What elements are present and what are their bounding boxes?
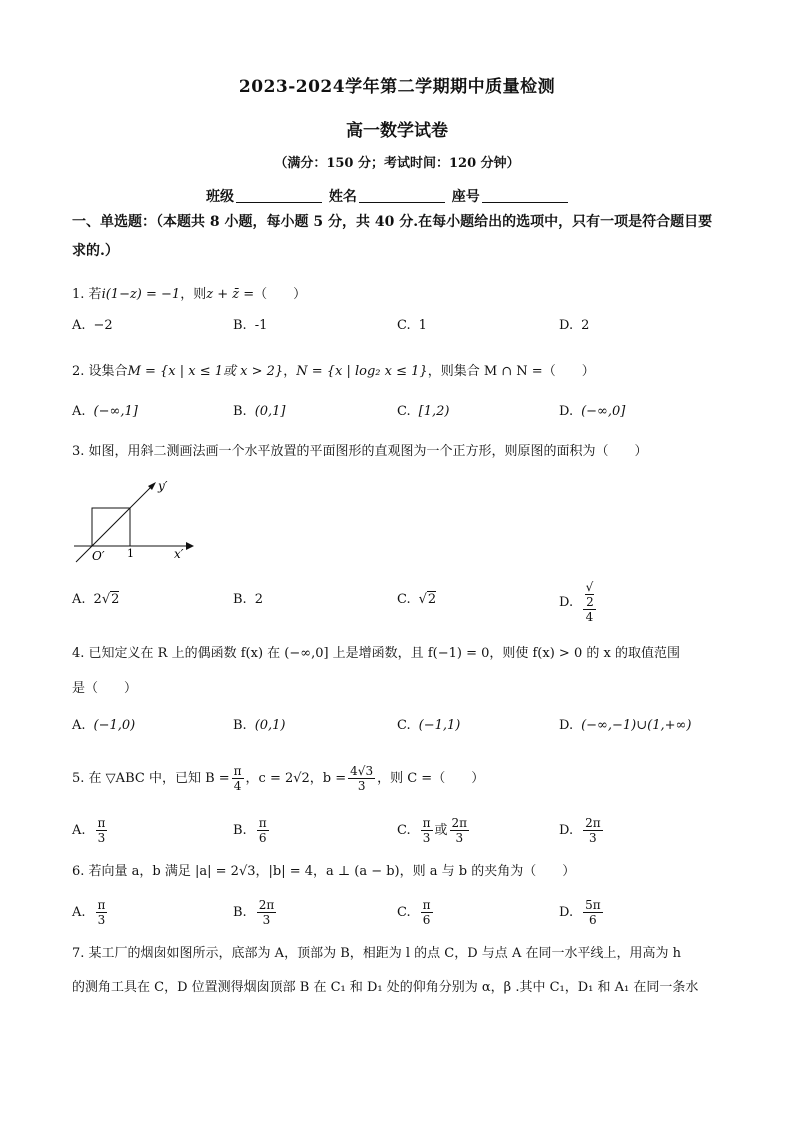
question-1 bbox=[72, 283, 722, 307]
q5-b-fraction: $\frac{\pi}{4}$ bbox=[233, 764, 242, 793]
q2-number: 2. bbox=[72, 364, 85, 379]
question-7-line2: 的测角工具在 C，D 位置测得烟囱顶部 B 在 C₁ 和 D₁ 处的仰角分别为 α，β .其中 C₁，D₁ 和 A₁ 在同一条水 bbox=[72, 980, 699, 995]
q1-expr: i(1−z) = −1 bbox=[101, 287, 181, 302]
q4-option-d[interactable]: D. (−∞,−1)∪(1,+∞) bbox=[559, 718, 692, 733]
q5-option-a[interactable]: A. $\frac{\pi}{3}$ bbox=[72, 816, 106, 845]
q2-option-d[interactable]: D. (−∞,0] bbox=[559, 404, 626, 419]
q1-post: （ ） bbox=[254, 287, 307, 302]
q6-option-d[interactable]: D. $\frac{5\pi}{6}$ bbox=[559, 898, 601, 927]
name-label: 姓名 bbox=[328, 189, 357, 205]
q1-number: 1. bbox=[72, 287, 85, 302]
question-4-line2: 是（ ） bbox=[72, 681, 138, 696]
name-blank[interactable] bbox=[359, 202, 445, 203]
q1-option-b[interactable]: B. -1 bbox=[233, 318, 268, 333]
x-axis-arrow-icon bbox=[186, 542, 194, 550]
q3-option-a[interactable]: A. 2√2 bbox=[72, 592, 120, 607]
q3-number: 3. bbox=[72, 444, 85, 459]
q3-option-d[interactable]: D. √ 2 4 bbox=[559, 580, 594, 624]
question-7-line1 bbox=[72, 942, 722, 966]
exam-title: 2023-2024学年第二学期期中质量检测 bbox=[238, 77, 556, 97]
q5-bv-fraction: $\frac{4√3}{3}$ bbox=[350, 764, 374, 793]
q1-pre: 若 bbox=[88, 287, 102, 302]
class-label: 班级 bbox=[206, 189, 234, 205]
question-2 bbox=[72, 360, 722, 384]
q3-option-c[interactable]: C. √2 bbox=[397, 592, 437, 607]
seat-blank[interactable] bbox=[482, 202, 568, 203]
q2-option-b[interactable]: B. (0,1] bbox=[233, 404, 286, 419]
q1-option-a[interactable]: A. −2 bbox=[72, 318, 113, 333]
q5-option-c[interactable]: C. $\frac{\pi}{3}$ 或 $\frac{2\pi}{3}$ bbox=[397, 816, 468, 845]
q2-pre: 设集合 bbox=[88, 364, 128, 379]
class-blank[interactable] bbox=[236, 202, 322, 203]
q6-option-c[interactable]: C. $\frac{\pi}{6}$ bbox=[397, 898, 431, 927]
q2-option-c[interactable]: C. [1,2) bbox=[397, 404, 450, 419]
seat-label: 座号 bbox=[451, 189, 480, 205]
q5-option-d[interactable]: D. $\frac{2\pi}{3}$ bbox=[559, 816, 601, 845]
q2-post: ，则集合 M ∩ N =（ ） bbox=[427, 364, 595, 379]
q3-option-b[interactable]: B. 2 bbox=[233, 592, 263, 607]
origin-label: O′ bbox=[92, 549, 105, 563]
q6-option-a[interactable]: A. $\frac{\pi}{3}$ bbox=[72, 898, 106, 927]
exam-note: （满分：150 分；考试时间：120 分钟） bbox=[274, 156, 520, 171]
q4-option-c[interactable]: C. (−1,1) bbox=[397, 718, 461, 733]
q6-option-b[interactable]: B. $\frac{2\pi}{3}$ bbox=[233, 898, 275, 927]
tick-one-label: 1 bbox=[127, 547, 134, 560]
q5-option-b[interactable]: B. $\frac{\pi}{6}$ bbox=[233, 816, 267, 845]
q4-option-a[interactable]: A. (−1,0) bbox=[72, 718, 136, 733]
q6-text: 若向量 a，b 满足 |a| = 2√3，|b| = 4，a ⊥ (a − b)，则 a 与 b 的夹角为（ ） bbox=[88, 864, 576, 879]
q2-sep: ， bbox=[283, 364, 297, 379]
q2-set-n: N = {x | log₂ x ≤ 1} bbox=[296, 364, 428, 379]
q7-number: 7. bbox=[72, 946, 85, 961]
question-6 bbox=[72, 860, 722, 884]
y-axis-label: y′ bbox=[158, 479, 168, 493]
q2-set-m: M = {x | x ≤ 1或 x > 2} bbox=[127, 364, 284, 379]
q1-option-c[interactable]: C. 1 bbox=[397, 318, 427, 333]
q5-post: ，则 C =（ ） bbox=[377, 771, 485, 786]
q1-option-d[interactable]: D. 2 bbox=[559, 318, 590, 333]
q5-c-part: ，c = 2√2，b = bbox=[245, 771, 347, 786]
q1-expr2: z + z̄ = bbox=[206, 287, 255, 302]
q5-number: 5. bbox=[72, 771, 85, 786]
y-axis bbox=[76, 486, 152, 562]
q4-option-b[interactable]: B. (0,1) bbox=[233, 718, 286, 733]
exam-subtitle: 高一数学试卷 bbox=[346, 121, 448, 141]
student-info-line bbox=[206, 186, 570, 206]
q3-text: 如图，用斜二测画法画一个水平放置的平面图形的直观图为一个正方形，则原图的面积为（ ） bbox=[88, 444, 648, 459]
q3-figure bbox=[70, 476, 200, 568]
question-3 bbox=[72, 440, 722, 464]
question-5 bbox=[72, 762, 722, 796]
q5-pre: 在 ▽ABC 中，已知 B = bbox=[88, 771, 230, 786]
q3-d-fraction: √ 2 4 bbox=[583, 580, 596, 624]
section-heading: 一、单选题：（本题共 8 小题，每小题 5 分，共 40 分.在每小题给出的选项中，只有一项是符合题目要求的.） bbox=[72, 214, 713, 259]
q4-line1: 已知定义在 R 上的偶函数 f(x) 在 (−∞,0] 上是增函数，且 f(−1) = 0，则使 f(x) > 0 的 x 的取值范围 bbox=[88, 646, 680, 661]
q7-line1: 某工厂的烟囱如图所示，底部为 A，顶部为 B，相距为 l 的点 C，D 与点 A 在同一水平线上，用高为 h bbox=[88, 946, 681, 961]
q4-number: 4. bbox=[72, 646, 85, 661]
question-4-line1 bbox=[72, 642, 722, 666]
q1-mid: ，则 bbox=[180, 287, 207, 302]
q2-option-a[interactable]: A. (−∞,1] bbox=[72, 404, 138, 419]
q6-number: 6. bbox=[72, 864, 85, 879]
x-axis-label: x′ bbox=[174, 547, 184, 561]
